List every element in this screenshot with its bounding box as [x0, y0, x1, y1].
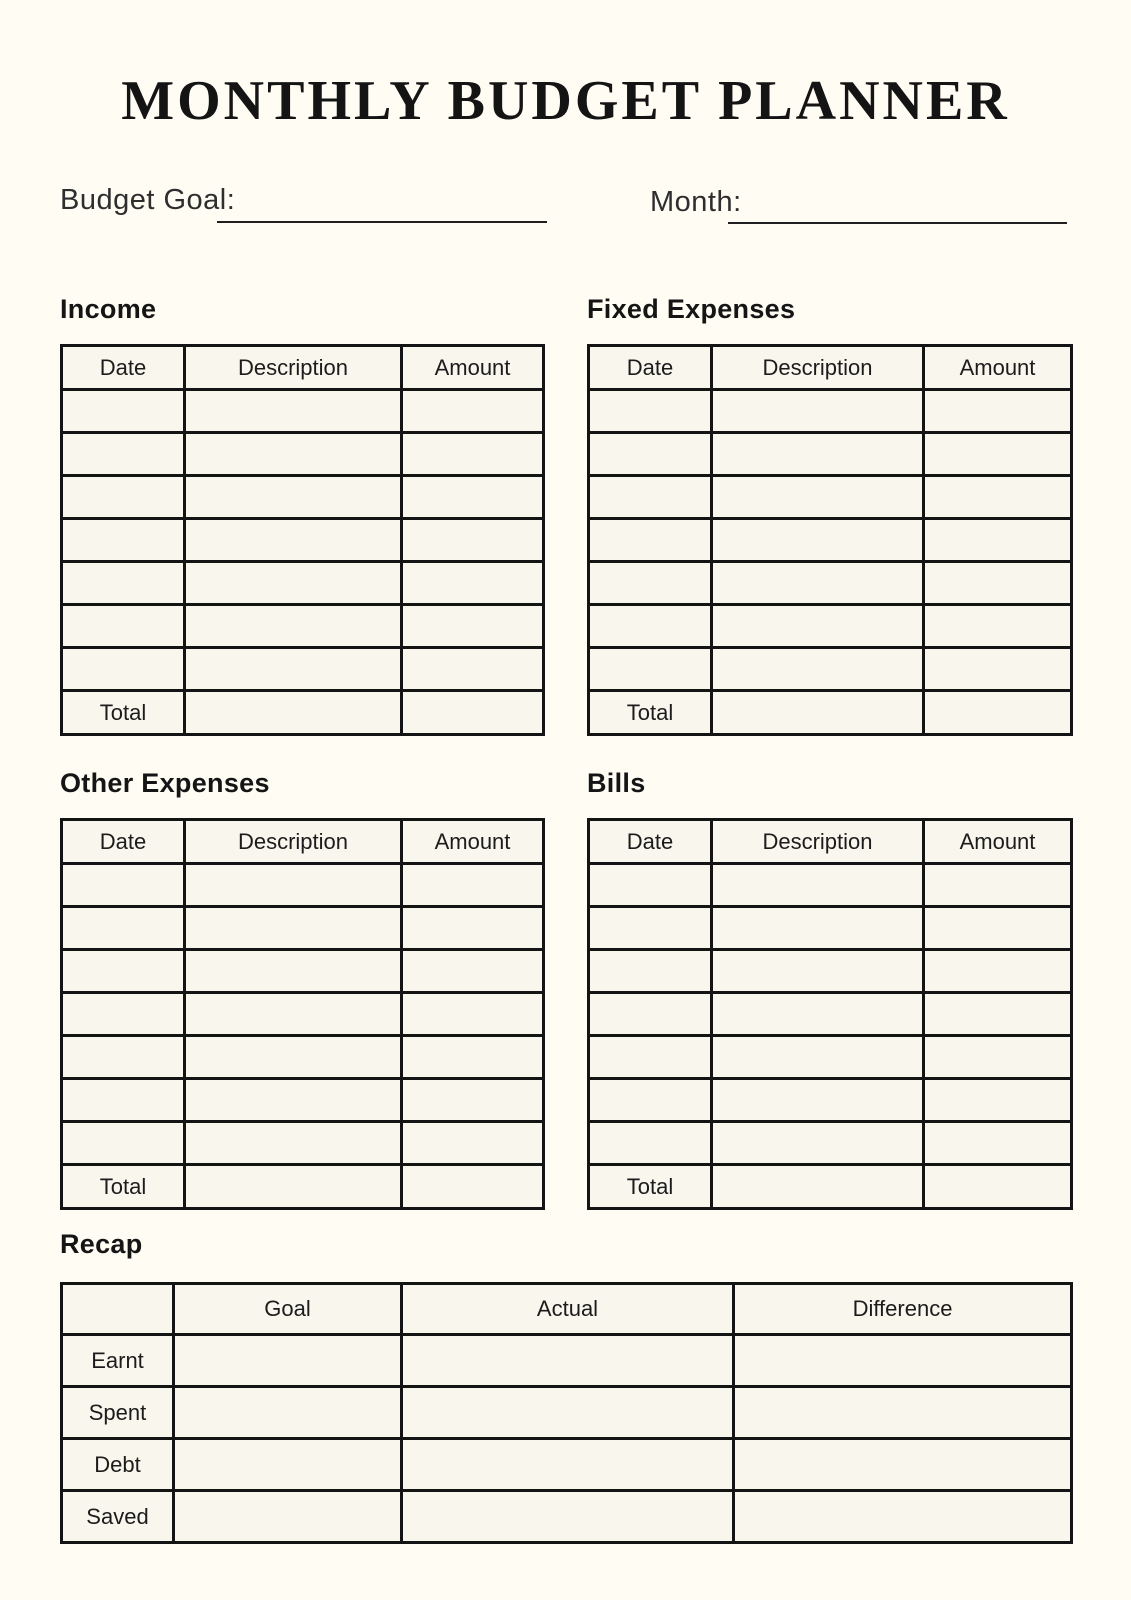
empty-cell	[924, 864, 1072, 907]
table-row	[62, 1036, 544, 1079]
empty-cell	[712, 433, 924, 476]
empty-cell	[734, 1491, 1072, 1543]
total-row	[62, 1165, 544, 1209]
budget-goal-label: Budget Goal:	[60, 184, 236, 216]
table-row	[589, 1036, 1072, 1079]
date-column-header: Date	[62, 820, 185, 864]
other-expenses-section	[60, 767, 542, 1210]
date-column-header: Date	[589, 820, 712, 864]
empty-cell	[185, 950, 402, 993]
description-column-header: Description	[712, 820, 924, 864]
month-label: Month:	[650, 186, 742, 218]
total-row	[62, 691, 544, 735]
table-row	[589, 648, 1072, 691]
empty-cell	[62, 1036, 185, 1079]
empty-cell	[924, 1036, 1072, 1079]
empty-cell	[734, 1387, 1072, 1439]
empty-cell	[712, 907, 924, 950]
empty-cell	[62, 433, 185, 476]
empty-cell	[174, 1491, 402, 1543]
total-amount-cell	[924, 1165, 1072, 1209]
empty-cell	[402, 864, 544, 907]
table-row	[589, 562, 1072, 605]
empty-cell	[185, 1079, 402, 1122]
amount-column-header: Amount	[924, 820, 1072, 864]
empty-cell	[734, 1439, 1072, 1491]
empty-cell	[185, 907, 402, 950]
empty-cell	[185, 519, 402, 562]
fixed-expenses-table	[587, 344, 1073, 736]
table-row	[589, 390, 1072, 433]
row-label-cell: Saved	[62, 1491, 174, 1543]
empty-cell	[924, 1122, 1072, 1165]
empty-cell	[62, 993, 185, 1036]
goal-column-header: Goal	[174, 1284, 402, 1335]
empty-cell	[924, 950, 1072, 993]
empty-cell	[185, 993, 402, 1036]
table-row	[62, 519, 544, 562]
empty-cell	[712, 1122, 924, 1165]
empty-cell	[924, 907, 1072, 950]
empty-cell	[712, 950, 924, 993]
table-row	[62, 993, 544, 1036]
recap-table	[60, 1282, 1073, 1544]
empty-cell	[185, 605, 402, 648]
empty-cell	[589, 907, 712, 950]
table-header-row	[589, 346, 1072, 390]
empty-cell	[402, 1122, 544, 1165]
page-title: MONTHLY BUDGET PLANNER	[121, 70, 1010, 132]
bills-heading: Bills	[587, 768, 646, 798]
month-input-line[interactable]	[728, 222, 1067, 224]
empty-cell	[62, 390, 185, 433]
recap-row-spent	[62, 1387, 1072, 1439]
amount-column-header: Amount	[402, 346, 544, 390]
description-column-header: Description	[185, 346, 402, 390]
total-amount-cell	[924, 691, 1072, 735]
empty-cell	[924, 1079, 1072, 1122]
empty-cell	[402, 993, 544, 1036]
empty-cell	[589, 1036, 712, 1079]
fixed-expenses-heading: Fixed Expenses	[587, 294, 796, 324]
table-row	[62, 950, 544, 993]
empty-cell	[924, 433, 1072, 476]
total-label-cell: Total	[62, 691, 185, 735]
empty-cell	[62, 1079, 185, 1122]
table-row	[589, 476, 1072, 519]
empty-cell	[185, 864, 402, 907]
row-label-cell: Earnt	[62, 1335, 174, 1387]
table-header-row	[62, 820, 544, 864]
total-row	[589, 1165, 1072, 1209]
date-column-header: Date	[62, 346, 185, 390]
empty-cell	[589, 433, 712, 476]
table-row	[589, 864, 1072, 907]
difference-column-header: Difference	[734, 1284, 1072, 1335]
income-heading: Income	[60, 294, 157, 324]
empty-cell	[402, 1335, 734, 1387]
empty-cell	[402, 1079, 544, 1122]
income-section	[60, 293, 542, 736]
total-label-cell: Total	[589, 691, 712, 735]
empty-cell	[174, 1387, 402, 1439]
empty-cell	[589, 648, 712, 691]
table-row	[589, 605, 1072, 648]
table-row	[62, 390, 544, 433]
empty-cell	[185, 562, 402, 605]
empty-cell	[402, 648, 544, 691]
empty-cell	[185, 648, 402, 691]
description-column-header: Description	[185, 820, 402, 864]
empty-cell	[589, 519, 712, 562]
fixed-expenses-section	[587, 293, 1070, 736]
recap-section	[60, 1228, 1070, 1544]
empty-cell	[62, 864, 185, 907]
row-label-cell: Spent	[62, 1387, 174, 1439]
empty-cell	[402, 476, 544, 519]
empty-cell	[712, 390, 924, 433]
empty-cell	[174, 1335, 402, 1387]
empty-cell	[712, 864, 924, 907]
total-label-cell: Total	[62, 1165, 185, 1209]
empty-cell	[589, 993, 712, 1036]
total-description-cell	[712, 691, 924, 735]
empty-cell	[402, 1491, 734, 1543]
empty-cell	[62, 605, 185, 648]
empty-cell	[589, 605, 712, 648]
empty-cell	[402, 950, 544, 993]
table-row	[62, 1122, 544, 1165]
total-row	[589, 691, 1072, 735]
empty-cell	[712, 476, 924, 519]
total-amount-cell	[402, 1165, 544, 1209]
empty-cell	[402, 562, 544, 605]
recap-corner-cell	[62, 1284, 174, 1335]
recap-heading: Recap	[60, 1229, 143, 1259]
other-expenses-table	[60, 818, 545, 1210]
empty-cell	[62, 562, 185, 605]
empty-cell	[589, 950, 712, 993]
empty-cell	[924, 648, 1072, 691]
table-row	[62, 907, 544, 950]
empty-cell	[62, 476, 185, 519]
empty-cell	[712, 993, 924, 1036]
empty-cell	[174, 1439, 402, 1491]
empty-cell	[62, 1122, 185, 1165]
empty-cell	[185, 476, 402, 519]
table-row	[62, 476, 544, 519]
table-row	[62, 864, 544, 907]
table-header-row	[62, 346, 544, 390]
description-column-header: Description	[712, 346, 924, 390]
table-row	[589, 433, 1072, 476]
empty-cell	[712, 648, 924, 691]
empty-cell	[589, 864, 712, 907]
empty-cell	[924, 390, 1072, 433]
empty-cell	[712, 605, 924, 648]
table-row	[62, 605, 544, 648]
empty-cell	[589, 562, 712, 605]
recap-row-earnt	[62, 1335, 1072, 1387]
empty-cell	[924, 562, 1072, 605]
empty-cell	[589, 1122, 712, 1165]
empty-cell	[589, 1079, 712, 1122]
empty-cell	[402, 907, 544, 950]
empty-cell	[712, 562, 924, 605]
empty-cell	[402, 1036, 544, 1079]
empty-cell	[589, 390, 712, 433]
table-row	[589, 1079, 1072, 1122]
empty-cell	[185, 1036, 402, 1079]
empty-cell	[62, 519, 185, 562]
empty-cell	[402, 390, 544, 433]
table-row	[62, 562, 544, 605]
table-row	[589, 950, 1072, 993]
empty-cell	[185, 1122, 402, 1165]
table-row	[589, 1122, 1072, 1165]
empty-cell	[734, 1335, 1072, 1387]
empty-cell	[924, 519, 1072, 562]
total-amount-cell	[402, 691, 544, 735]
recap-row-debt	[62, 1439, 1072, 1491]
income-table	[60, 344, 545, 736]
amount-column-header: Amount	[402, 820, 544, 864]
empty-cell	[402, 433, 544, 476]
empty-cell	[924, 605, 1072, 648]
other-expenses-heading: Other Expenses	[60, 768, 270, 798]
empty-cell	[185, 390, 402, 433]
empty-cell	[712, 1079, 924, 1122]
total-label-cell: Total	[589, 1165, 712, 1209]
total-description-cell	[712, 1165, 924, 1209]
recap-row-saved	[62, 1491, 1072, 1543]
table-row	[589, 519, 1072, 562]
table-row	[62, 1079, 544, 1122]
recap-header-row	[62, 1284, 1072, 1335]
empty-cell	[402, 1439, 734, 1491]
table-row	[62, 648, 544, 691]
table-row	[589, 993, 1072, 1036]
empty-cell	[712, 1036, 924, 1079]
total-description-cell	[185, 1165, 402, 1209]
total-description-cell	[185, 691, 402, 735]
empty-cell	[62, 950, 185, 993]
empty-cell	[402, 519, 544, 562]
amount-column-header: Amount	[924, 346, 1072, 390]
empty-cell	[589, 476, 712, 519]
budget-goal-input-line[interactable]	[217, 221, 547, 223]
date-column-header: Date	[589, 346, 712, 390]
empty-cell	[924, 476, 1072, 519]
row-label-cell: Debt	[62, 1439, 174, 1491]
bills-section	[587, 767, 1070, 1210]
table-row	[589, 907, 1072, 950]
actual-column-header: Actual	[402, 1284, 734, 1335]
empty-cell	[712, 519, 924, 562]
bills-table	[587, 818, 1073, 1210]
empty-cell	[402, 1387, 734, 1439]
empty-cell	[924, 993, 1072, 1036]
empty-cell	[185, 433, 402, 476]
empty-cell	[62, 648, 185, 691]
empty-cell	[402, 605, 544, 648]
table-row	[62, 433, 544, 476]
empty-cell	[62, 907, 185, 950]
table-header-row	[589, 820, 1072, 864]
